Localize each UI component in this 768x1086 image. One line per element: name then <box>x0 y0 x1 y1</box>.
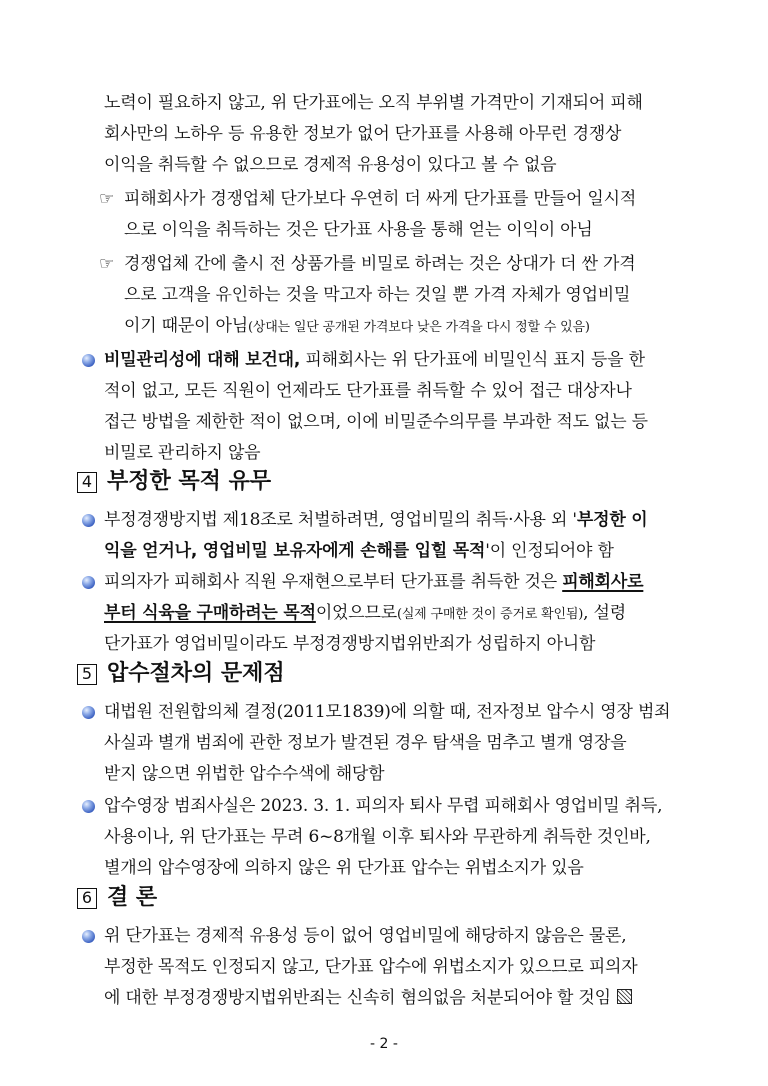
section-4-p1-line-1 <box>104 510 648 530</box>
secrecy-line-2: 적이 없고, 모든 직원이 언제라도 단가표를 취득할 수 있어 접근 대상자나 <box>104 381 632 401</box>
section-6-number-box: 6 <box>77 888 97 909</box>
bullet-icon <box>82 354 95 367</box>
bullet-icon <box>82 576 95 589</box>
section-4-p2-post: , 설령 <box>583 603 626 623</box>
section-5-p2-line-3: 별개의 압수영장에 의하지 않은 위 단가표 압수는 위법소지가 있음 <box>104 858 584 878</box>
section-5-number-box: 5 <box>77 664 97 685</box>
section-4-p2-line-1 <box>104 572 643 592</box>
section-4-number-box: 4 <box>77 472 97 493</box>
section-4-p2-mid: 이었으므로 <box>315 603 397 623</box>
bullet-icon <box>82 800 95 813</box>
section-4-p2-bold-2: 부터 식육을 구매하려는 목적 <box>104 603 316 623</box>
section-4-p1-pre: 부정경쟁방지법 제18조로 처벌하려면, 영업비밀의 취득·사용 외 ' <box>104 510 577 530</box>
secrecy-line-1-rest: 피해회사는 위 단가표에 비밀인식 표지 등을 한 <box>300 350 645 370</box>
section-4-p1-post: '이 인정되어야 함 <box>485 541 614 561</box>
section-4-p2-bold-1: 피해회사로 <box>562 572 644 592</box>
section-4-p2-line-2 <box>104 603 626 625</box>
subpoint-2-line-1: 경쟁업체 간에 출시 전 상품가를 비밀로 하려는 것은 상대가 더 싼 가격 <box>124 254 636 274</box>
subpoint-2-line-2: 으로 고객을 유인하는 것을 막고자 하는 것일 뿐 가격 자체가 영업비밀 <box>124 285 631 305</box>
section-4-p2-line-3: 단가표가 영업비밀이라도 부정경쟁방지법위반죄가 성립하지 아니함 <box>104 634 596 654</box>
secrecy-line-4: 비밀로 관리하지 않음 <box>104 443 261 463</box>
subpoint-2-note: (상대는 일단 공개된 가격보다 낮은 가격을 다시 정할 수 있음) <box>247 320 590 335</box>
section-5-p2-line-1: 압수영장 범죄사실은 2023. 3. 1. 피의자 퇴사 무렵 피해회사 영업비밀 취득, <box>104 796 663 816</box>
section-6-p1-line-3 <box>104 988 632 1008</box>
bullet-icon <box>82 930 95 943</box>
secrecy-line-1 <box>104 350 645 370</box>
bullet-icon <box>82 706 95 719</box>
section-6-title: 결 론 <box>107 885 158 910</box>
section-4-p2-note: (실제 구매한 것이 증거로 확인됨) <box>396 607 584 622</box>
end-mark-icon <box>617 989 632 1004</box>
intro-line-2: 회사만의 노하우 등 유용한 정보가 없어 단가표를 사용해 아무런 경쟁상 <box>104 124 622 144</box>
subpoint-2-line-3 <box>124 316 590 338</box>
pointing-hand-icon: ☞ <box>99 189 115 209</box>
section-6-p1-line-2: 부정한 목적도 인정되지 않고, 단가표 압수에 위법소지가 있으므로 피의자 <box>104 957 638 977</box>
intro-line-1: 노력이 필요하지 않고, 위 단가표에는 오직 부위별 가격만이 기재되어 피해 <box>104 93 643 113</box>
section-4-p2-pre: 피의자가 피해회사 직원 우재현으로부터 단가표를 취득한 것은 <box>104 572 563 592</box>
section-6-p1-line-1: 위 단가표는 경제적 유용성 등이 없어 영업비밀에 해당하지 않음은 물론, <box>104 926 627 946</box>
section-5-p2-line-2: 사용이나, 위 단가표는 무려 6~8개월 이후 퇴사와 무관하게 취득한 것인바, <box>104 827 651 847</box>
section-4-title: 부정한 목적 유무 <box>107 469 272 494</box>
section-5-p1-line-3: 받지 않으면 위법한 압수수색에 해당함 <box>104 764 385 784</box>
section-5-title: 압수절차의 문제점 <box>107 661 285 686</box>
subpoint-1-line-2: 으로 이익을 취득하는 것은 단가표 사용을 통해 얻는 이익이 아님 <box>124 220 593 240</box>
section-4-p1-bold-1: 부정한 이 <box>576 510 648 530</box>
section-4-p1-line-2 <box>104 541 614 561</box>
secrecy-lead: 비밀관리성에 대해 보건대, <box>104 350 301 370</box>
section-5-p1-line-1: 대법원 전원합의체 결정(2011모1839)에 의할 때, 전자정보 압수시 영장 범죄 <box>104 702 671 722</box>
section-5-p1-line-2: 사실과 별개 범죄에 관한 정보가 발견된 경우 탐색을 멈추고 별개 영장을 <box>104 733 627 753</box>
page-number: - 2 - <box>370 1036 398 1052</box>
section-4-p1-bold-2: 익을 얻거나, 영업비밀 보유자에게 손해를 입힐 목적 <box>104 541 486 561</box>
section-6-p1-line-3-text: 에 대한 부정경쟁방지법위반죄는 신속히 혐의없음 처분되어야 할 것임 <box>104 988 611 1008</box>
intro-line-3: 이익을 취득할 수 없으므로 경제적 유용성이 있다고 볼 수 없음 <box>104 155 557 175</box>
pointing-hand-icon: ☞ <box>99 254 115 274</box>
subpoint-1-line-1: 피해회사가 경쟁업체 단가보다 우연히 더 싸게 단가표를 만들어 일시적 <box>124 189 637 209</box>
subpoint-2-line-3-text: 이기 때문이 아님 <box>124 316 248 336</box>
bullet-icon <box>82 514 95 527</box>
secrecy-line-3: 접근 방법을 제한한 적이 없으며, 이에 비밀준수의무를 부과한 적도 없는 등 <box>104 412 648 432</box>
